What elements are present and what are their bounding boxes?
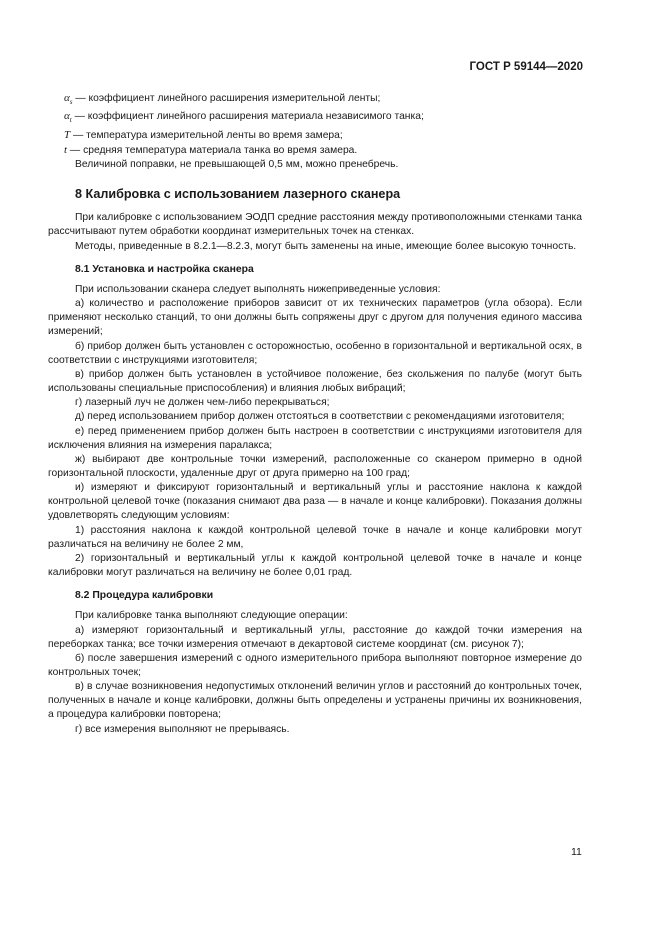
variable-symbol: t	[64, 143, 68, 156]
paragraph: При использовании сканера следует выполнять нижеприведенные условия:	[75, 283, 441, 295]
list-item: г) лазерный луч не должен чем-либо перекрываться;	[75, 397, 330, 409]
standard-number: ГОСТ Р 59144—2020	[469, 61, 583, 73]
variable-definition: t — средняя температура материала танка во время замера.	[64, 143, 358, 156]
variable-symbol: $\alpha_s$	[64, 92, 73, 107]
variable-definition: $\alpha_t$ — коэффициент линейного расширения материала независимого танка;	[64, 110, 424, 125]
list-item: в) в случае возникновения недопустимых отклонений величин углов и расстояний до контрольных точек, полученных в начале и конце калибровки, должны быть определены и устранены причины их возникновения, а процедура калибровки повторена;	[48, 681, 582, 721]
list-item: г) все измерения выполняют не прерываясь.	[75, 723, 290, 735]
list-item: и) измеряют и фиксируют горизонтальный и вертикальный углы и расстояние наклона к каждой контрольной целевой точке (показания снимают два раза — в начале и конце калибровки). Показания должны удовлетворять следующим условиям:	[48, 482, 582, 522]
correction-note: Величиной поправки, не превышающей 0,5 мм, можно пренебречь.	[75, 159, 399, 170]
paragraph: При калибровке с использованием ЭОДП средние расстояния между противоположными стенками танка рассчитывают путем обработки координат измерительных точек на стенках.	[48, 212, 582, 238]
variable-list	[48, 91, 582, 158]
variable-definition: $\alpha_s$ — коэффициент линейного расширения измерительной ленты;	[64, 92, 381, 107]
list-item: 2) горизонтальный и вертикальный углы к каждой контрольной целевой точке в начале и конце калибровки могут различаться на величину не более 0,01 град.	[48, 552, 582, 579]
paragraph: При калибровке танка выполняют следующие операции:	[75, 610, 348, 622]
list-item: 1) расстояния наклона к каждой контрольной целевой точке в начале и конце калибровки могут различаться на величину не более 2 мм,	[48, 524, 582, 550]
section-8-2-heading: 8.2 Процедура калибровки	[75, 590, 214, 602]
section-8-1-heading: 8.1 Установка и настройка сканера	[75, 263, 254, 275]
list-item: а) количество и расположение приборов зависит от их технических параметров (угла обзора). Если применяют несколько станций, то они должны быть сопряжены друг с другом для получения единого массива измерений;	[48, 298, 582, 338]
variable-symbol: $\alpha_t$	[64, 110, 72, 125]
variable-symbol: T	[64, 128, 71, 141]
list-item: ж) выбирают две контрольные точки измерений, расположенные со сканером примерно в одной горизонтальной плоскости, удаленные друг от друга примерно на 100 град;	[48, 453, 582, 479]
list-item: е) перед применением прибор должен быть настроен в соответствии с инструкциями изготовителя для исключения влияния на измерения паралакса;	[48, 425, 582, 451]
list-item: д) перед использованием прибор должен отстояться в соответствии с рекомендациями изготовителя;	[75, 411, 565, 423]
variable-definition: T — температура измерительной ленты во время замера;	[64, 128, 343, 141]
page-number: 11	[571, 846, 582, 858]
list-item: б) после завершения измерений с одного измерительного прибора выполняют повторное измерение до контрольных точек;	[48, 652, 582, 678]
paragraph: Методы, приведенные в 8.2.1—8.2.3, могут быть заменены на иные, имеющие более высокую точность.	[75, 240, 577, 252]
list-item: а) измеряют горизонтальный и вертикальный углы, расстояние до каждой точки измерения на переборках танка; все точки измерения отмечают в декартовой системе координат (см. рисунок 7);	[48, 624, 582, 650]
section-8-heading: 8 Калибровка с использованием лазерного сканера	[75, 187, 401, 202]
list-item: б) прибор должен быть установлен с осторожностью, особенно в горизонтальной и вертикальной осях, в соответствии с инструкциями изготовителя;	[48, 340, 582, 366]
list-item: в) прибор должен быть установлен в устойчивое положение, без скольжения по палубе (могут быть использованы специальные приспособления) и влияния любых вибраций;	[48, 368, 582, 395]
page-body	[48, 91, 582, 737]
